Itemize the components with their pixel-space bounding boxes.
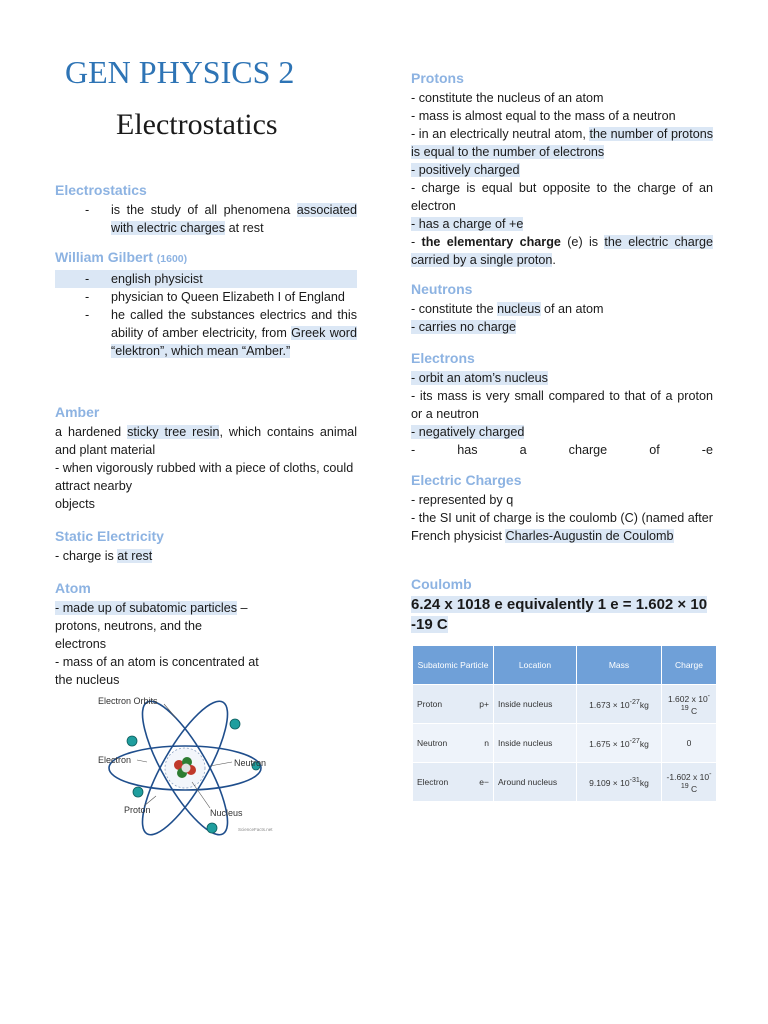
- subatomic-particles-table: [412, 646, 716, 801]
- label-nucleus: Nucleus: [210, 808, 243, 818]
- section-amber: [55, 403, 357, 513]
- heading-electric-charges: Electric Charges: [411, 472, 522, 488]
- table-row: Proton p+ Inside nucleus $1.673 \times 10^{-27}kg$ 1.602 x $10^{-19}$ C: [413, 685, 717, 724]
- table-row: Neutron n Inside nucleus $1.675 \times 10^{-27}kg$ 0: [413, 724, 717, 763]
- paragraph: - charge is at rest: [55, 549, 153, 563]
- list-item: - english physicist: [55, 270, 357, 288]
- table-row: Electron e− Around nucleus $9.109 \times 10^{-31}kg$ -1.602 x $10^{-19}$ C: [413, 763, 717, 802]
- electron-icon: [127, 736, 137, 746]
- header-subatomic-particle: Subatomic Particle: [413, 646, 494, 685]
- electron-icon: [133, 787, 143, 797]
- paragraph: objects: [55, 497, 95, 511]
- header-location: Location: [494, 646, 577, 685]
- paragraph: - made up of subatomic particles –: [55, 601, 248, 615]
- atom-diagram: [92, 688, 282, 836]
- section-electrostatics: [55, 181, 357, 237]
- electron-icon: [230, 719, 240, 729]
- heading-amber: Amber: [55, 404, 100, 420]
- section-william-gilbert: [55, 248, 357, 360]
- section-static-electricity: [55, 527, 357, 565]
- section-protons: Protons - constitute the nucleus of an atom - mass is almost equal to the mass of a neutron - in an electrically neutral atom, the number of protons is equal to the number of electrons - positively charged - charge is equal but opposite to the charge of an electron - has a charge of +e - the elementary charge (e) is the electric charge carried by a single proton.: [411, 70, 713, 267]
- heading-protons: Protons: [411, 70, 464, 86]
- section-neutrons: Neutrons - constitute the nucleus of an atom - carries no charge: [411, 280, 713, 336]
- heading-william-gilbert: William Gilbert (1600): [55, 249, 188, 265]
- list-item: - is the study of all phenomena associated with electric charges at rest: [85, 203, 357, 235]
- heading-neutrons: Neutrons: [411, 281, 473, 297]
- paragraph: - when vigorously rubbed with a piece of cloths, could attract nearby: [55, 461, 354, 493]
- label-neutron: Neutron: [234, 758, 267, 768]
- section-electrons: Electrons - orbit an atom’s nucleus - its mass is very small compared to that of a proton or a neutron - negatively charged - has a charge of -e: [411, 350, 713, 457]
- heading-electrostatics: Electrostatics: [55, 182, 147, 198]
- paragraph: a hardened sticky tree resin, which contains animal and plant material: [55, 425, 357, 457]
- heading-static-electricity: Static Electricity: [55, 528, 164, 544]
- coulomb-equation: 6.24 x 1018 e equivalently 1 e = 1.602 × 10 -19 C: [411, 596, 708, 633]
- table-header-row: [413, 646, 717, 685]
- document-subtitle: Electrostatics: [116, 108, 278, 141]
- electron-icon: [207, 823, 217, 833]
- section-electric-charges: Electric Charges - represented by q - the SI unit of charge is the coulomb (C) (named after French physicist Charles-Augustin de Coulomb: [411, 472, 713, 543]
- label-electron: Electron: [98, 755, 132, 765]
- list-item: - he called the substances electrics and this ability of amber electricity, from Greek word “elektron”, which mean “Amber.”: [85, 308, 357, 358]
- label-proton: Proton: [124, 805, 151, 815]
- label-electron-orbits: Electron Orbits: [98, 696, 158, 706]
- header-mass: Mass: [577, 646, 662, 685]
- heading-electrons: Electrons: [411, 350, 475, 366]
- label-credit: ScienceFacts.net: [238, 827, 273, 832]
- section-atom: Atom - made up of subatomic particles – protons, neutrons, and the electrons - mass of an atom is concentrated at the nucleus: [55, 579, 357, 689]
- section-coulomb: [411, 575, 713, 635]
- header-charge: Charge: [662, 646, 717, 685]
- heading-atom: Atom: [55, 580, 91, 596]
- heading-coulomb: Coulomb: [411, 576, 472, 592]
- list-item: - physician to Queen Elizabeth I of England: [85, 290, 345, 304]
- document-title: GEN PHYSICS 2: [65, 54, 295, 90]
